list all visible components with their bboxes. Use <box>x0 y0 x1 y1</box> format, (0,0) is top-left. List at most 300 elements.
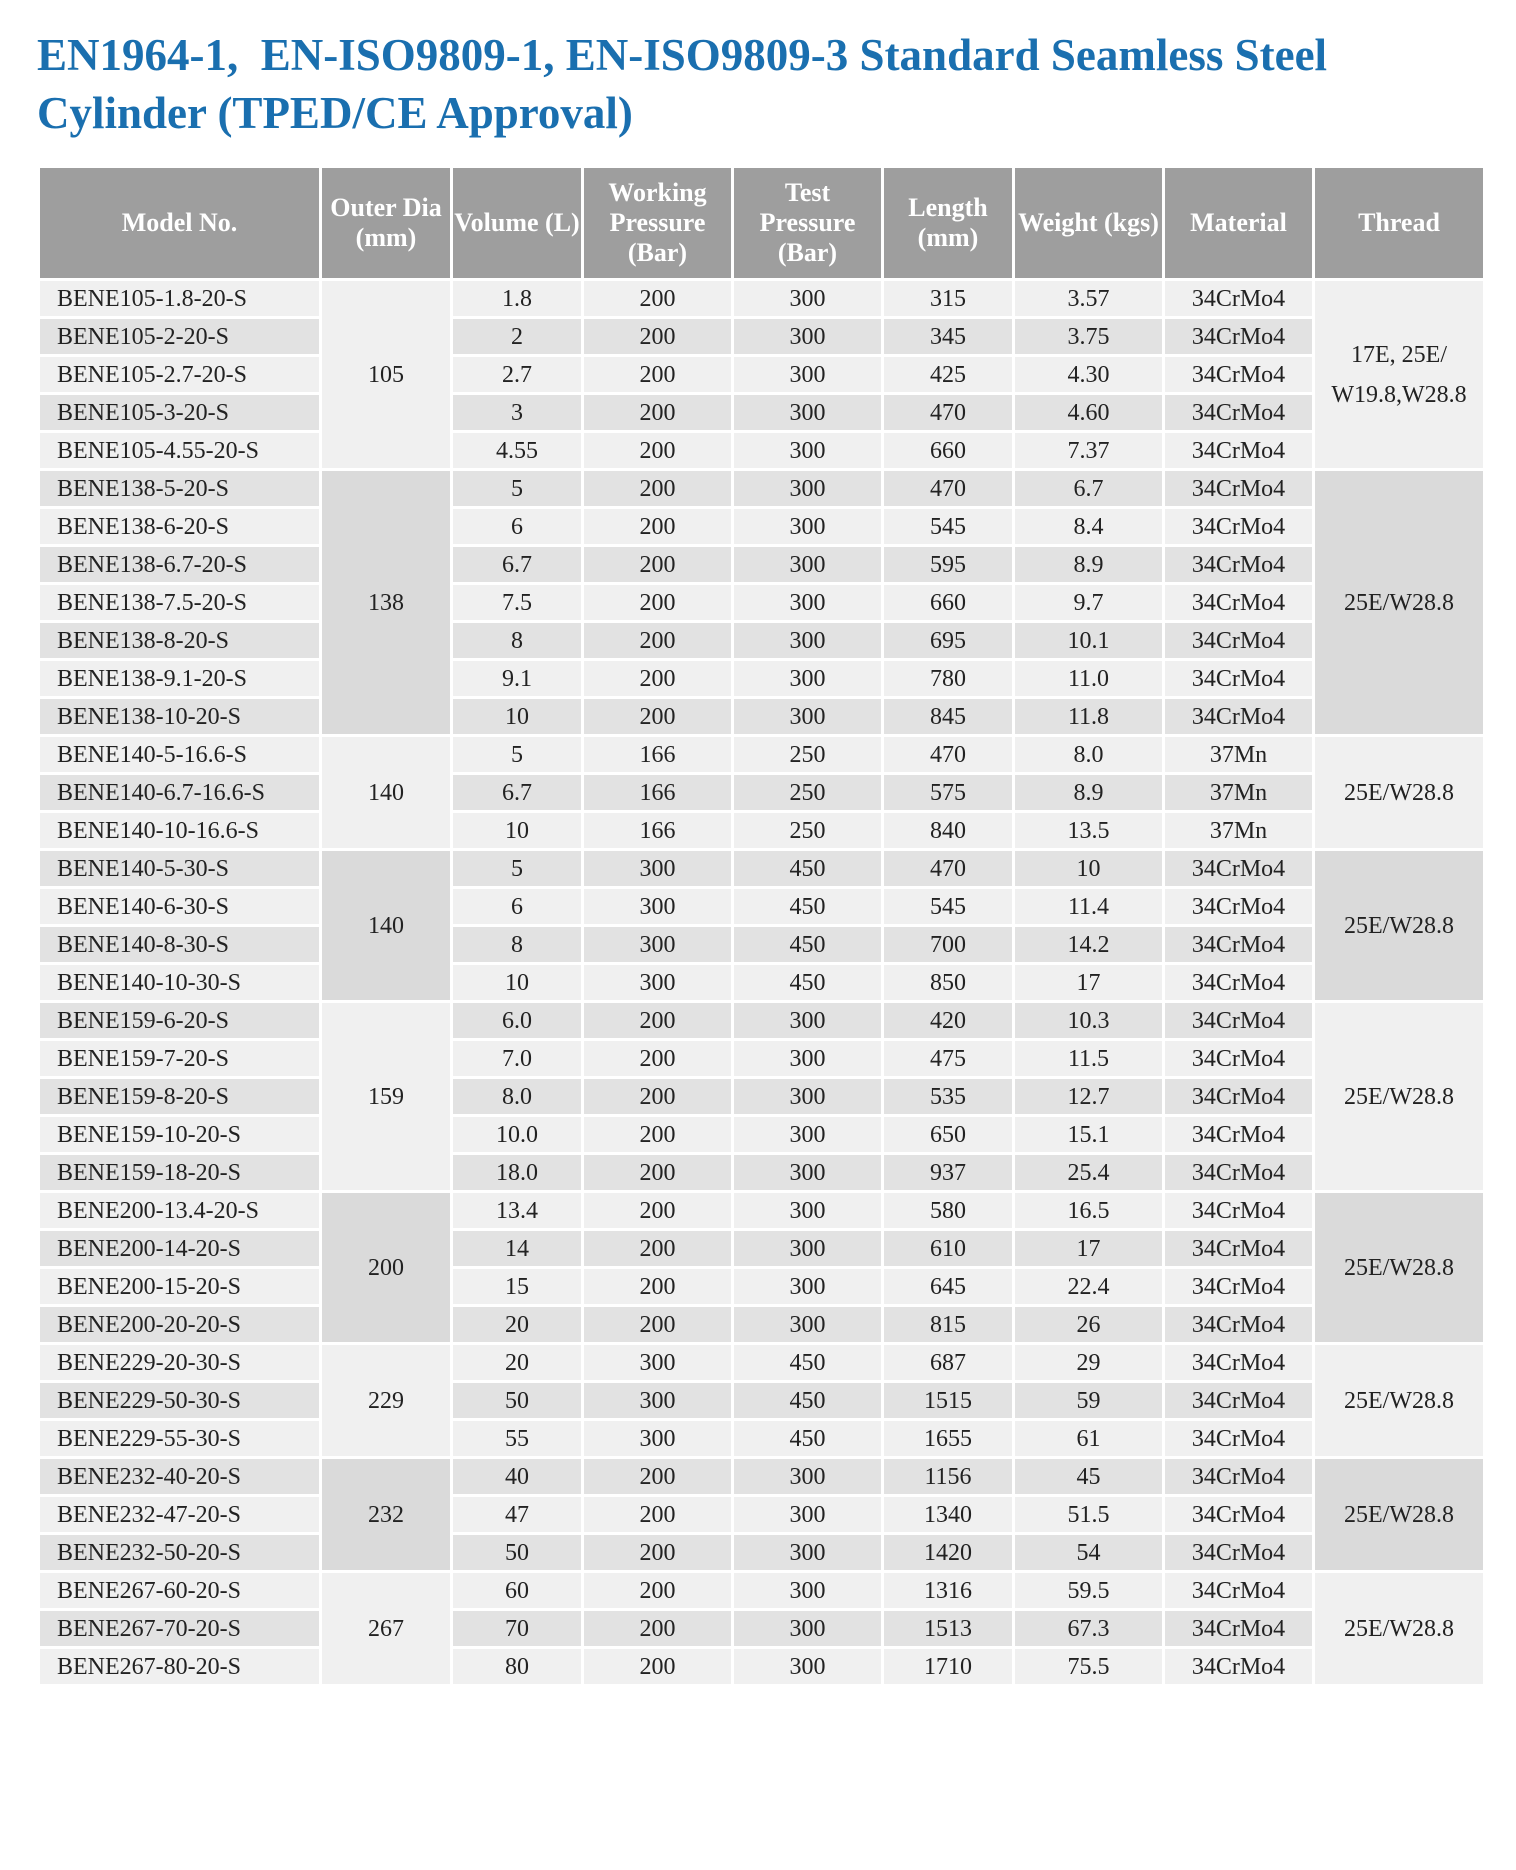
working-pressure-cell: 200 <box>583 470 733 508</box>
material-cell: 34CrMo4 <box>1164 698 1314 736</box>
test-pressure-cell: 300 <box>733 1268 883 1306</box>
table-row <box>39 1344 1485 1382</box>
table-row <box>39 1078 1485 1116</box>
working-pressure-cell: 200 <box>583 622 733 660</box>
volume-cell: 20 <box>452 1344 583 1382</box>
material-cell: 34CrMo4 <box>1164 356 1314 394</box>
test-pressure-cell: 300 <box>733 1230 883 1268</box>
length-cell: 610 <box>883 1230 1014 1268</box>
table-header-row <box>39 167 1485 280</box>
table-row <box>39 964 1485 1002</box>
outer-dia-cell: 140 <box>321 850 452 1002</box>
volume-cell: 5 <box>452 850 583 888</box>
table-row <box>39 1002 1485 1040</box>
thread-cell <box>1314 1192 1485 1344</box>
table-row <box>39 432 1485 470</box>
working-pressure-cell: 200 <box>583 394 733 432</box>
length-cell: 660 <box>883 432 1014 470</box>
weight-cell: 10.3 <box>1014 1002 1164 1040</box>
weight-cell: 59.5 <box>1014 1572 1164 1610</box>
model-cell: BENE138-9.1-20-S <box>39 660 321 698</box>
test-pressure-cell: 450 <box>733 926 883 964</box>
length-cell: 660 <box>883 584 1014 622</box>
model-cell: BENE138-6.7-20-S <box>39 546 321 584</box>
volume-cell: 47 <box>452 1496 583 1534</box>
weight-cell: 8.0 <box>1014 736 1164 774</box>
model-cell: BENE267-70-20-S <box>39 1610 321 1648</box>
outer-dia-cell: 229 <box>321 1344 452 1458</box>
weight-cell: 10 <box>1014 850 1164 888</box>
weight-cell: 54 <box>1014 1534 1164 1572</box>
weight-cell: 17 <box>1014 1230 1164 1268</box>
volume-cell: 6 <box>452 888 583 926</box>
length-cell: 845 <box>883 698 1014 736</box>
model-cell: BENE232-50-20-S <box>39 1534 321 1572</box>
working-pressure-cell: 300 <box>583 888 733 926</box>
column-header-material: Material <box>1164 167 1314 280</box>
column-header-thread: Thread <box>1314 167 1485 280</box>
model-cell: BENE105-3-20-S <box>39 394 321 432</box>
column-header-test-pressure: Test Pressure (Bar) <box>733 167 883 280</box>
outer-dia-cell: 138 <box>321 470 452 736</box>
model-cell: BENE140-6.7-16.6-S <box>39 774 321 812</box>
column-header-model: Model No. <box>39 167 321 280</box>
volume-cell: 60 <box>452 1572 583 1610</box>
material-cell: 34CrMo4 <box>1164 1648 1314 1686</box>
cylinder-spec-table <box>37 165 1486 1687</box>
thread-value: 25E/W28.8 <box>1344 589 1454 616</box>
title-line-2: Cylinder (TPED/CE Approval) <box>37 88 633 138</box>
table-row <box>39 850 1485 888</box>
weight-cell: 9.7 <box>1014 584 1164 622</box>
model-cell: BENE159-6-20-S <box>39 1002 321 1040</box>
test-pressure-cell: 300 <box>733 280 883 318</box>
test-pressure-cell: 300 <box>733 432 883 470</box>
table-row <box>39 1192 1485 1230</box>
volume-cell: 2.7 <box>452 356 583 394</box>
model-cell: BENE138-6-20-S <box>39 508 321 546</box>
working-pressure-cell: 200 <box>583 1496 733 1534</box>
length-cell: 780 <box>883 660 1014 698</box>
material-cell: 34CrMo4 <box>1164 622 1314 660</box>
thread-value: 25E/W28.8 <box>1344 912 1454 939</box>
material-cell: 34CrMo4 <box>1164 1040 1314 1078</box>
working-pressure-cell: 200 <box>583 1306 733 1344</box>
material-cell: 34CrMo4 <box>1164 508 1314 546</box>
model-cell: BENE140-10-30-S <box>39 964 321 1002</box>
model-cell: BENE159-8-20-S <box>39 1078 321 1116</box>
volume-cell: 5 <box>452 736 583 774</box>
weight-cell: 51.5 <box>1014 1496 1164 1534</box>
volume-cell: 8 <box>452 622 583 660</box>
working-pressure-cell: 200 <box>583 660 733 698</box>
test-pressure-cell: 300 <box>733 1534 883 1572</box>
volume-cell: 7.5 <box>452 584 583 622</box>
material-cell: 34CrMo4 <box>1164 546 1314 584</box>
outer-dia-cell: 232 <box>321 1458 452 1572</box>
thread-value: 25E/W28.8 <box>1344 1615 1454 1642</box>
length-cell: 695 <box>883 622 1014 660</box>
weight-cell: 14.2 <box>1014 926 1164 964</box>
material-cell: 34CrMo4 <box>1164 1116 1314 1154</box>
volume-cell: 9.1 <box>452 660 583 698</box>
test-pressure-cell: 300 <box>733 698 883 736</box>
material-cell: 34CrMo4 <box>1164 1078 1314 1116</box>
thread-cell <box>1314 1458 1485 1572</box>
length-cell: 420 <box>883 1002 1014 1040</box>
material-cell: 34CrMo4 <box>1164 850 1314 888</box>
working-pressure-cell: 166 <box>583 774 733 812</box>
model-cell: BENE105-4.55-20-S <box>39 432 321 470</box>
material-cell: 37Mn <box>1164 736 1314 774</box>
weight-cell: 8.9 <box>1014 546 1164 584</box>
material-cell: 34CrMo4 <box>1164 1230 1314 1268</box>
test-pressure-cell: 300 <box>733 1154 883 1192</box>
length-cell: 1340 <box>883 1496 1014 1534</box>
test-pressure-cell: 300 <box>733 622 883 660</box>
material-cell: 34CrMo4 <box>1164 1420 1314 1458</box>
model-cell: BENE200-14-20-S <box>39 1230 321 1268</box>
thread-cell <box>1314 1344 1485 1458</box>
outer-dia-cell: 105 <box>321 280 452 470</box>
length-cell: 1655 <box>883 1420 1014 1458</box>
volume-cell: 15 <box>452 1268 583 1306</box>
volume-cell: 1.8 <box>452 280 583 318</box>
table-row <box>39 774 1485 812</box>
length-cell: 700 <box>883 926 1014 964</box>
model-cell: BENE200-20-20-S <box>39 1306 321 1344</box>
volume-cell: 10 <box>452 812 583 850</box>
volume-cell: 10 <box>452 964 583 1002</box>
column-header-working-pressure: Working Pressure (Bar) <box>583 167 733 280</box>
material-cell: 34CrMo4 <box>1164 584 1314 622</box>
column-header-outer-dia: Outer Dia (mm) <box>321 167 452 280</box>
material-cell: 34CrMo4 <box>1164 318 1314 356</box>
material-cell: 34CrMo4 <box>1164 1306 1314 1344</box>
volume-cell: 14 <box>452 1230 583 1268</box>
table-row <box>39 1230 1485 1268</box>
table-row <box>39 1306 1485 1344</box>
model-cell: BENE140-6-30-S <box>39 888 321 926</box>
table-row <box>39 736 1485 774</box>
length-cell: 815 <box>883 1306 1014 1344</box>
volume-cell: 6.7 <box>452 774 583 812</box>
length-cell: 425 <box>883 356 1014 394</box>
working-pressure-cell: 200 <box>583 1458 733 1496</box>
test-pressure-cell: 450 <box>733 964 883 1002</box>
material-cell: 34CrMo4 <box>1164 964 1314 1002</box>
material-cell: 37Mn <box>1164 812 1314 850</box>
model-cell: BENE159-10-20-S <box>39 1116 321 1154</box>
length-cell: 840 <box>883 812 1014 850</box>
volume-cell: 80 <box>452 1648 583 1686</box>
length-cell: 850 <box>883 964 1014 1002</box>
material-cell: 34CrMo4 <box>1164 1496 1314 1534</box>
table-row <box>39 1572 1485 1610</box>
model-cell: BENE159-18-20-S <box>39 1154 321 1192</box>
test-pressure-cell: 300 <box>733 1458 883 1496</box>
working-pressure-cell: 166 <box>583 812 733 850</box>
model-cell: BENE138-5-20-S <box>39 470 321 508</box>
test-pressure-cell: 300 <box>733 1610 883 1648</box>
test-pressure-cell: 450 <box>733 1420 883 1458</box>
weight-cell: 3.75 <box>1014 318 1164 356</box>
test-pressure-cell: 300 <box>733 1306 883 1344</box>
test-pressure-cell: 300 <box>733 546 883 584</box>
length-cell: 645 <box>883 1268 1014 1306</box>
working-pressure-cell: 300 <box>583 850 733 888</box>
model-cell: BENE200-13.4-20-S <box>39 1192 321 1230</box>
working-pressure-cell: 200 <box>583 584 733 622</box>
weight-cell: 75.5 <box>1014 1648 1164 1686</box>
table-row <box>39 508 1485 546</box>
material-cell: 34CrMo4 <box>1164 1572 1314 1610</box>
test-pressure-cell: 300 <box>733 1496 883 1534</box>
material-cell: 34CrMo4 <box>1164 926 1314 964</box>
model-cell: BENE229-20-30-S <box>39 1344 321 1382</box>
test-pressure-cell: 300 <box>733 1002 883 1040</box>
length-cell: 937 <box>883 1154 1014 1192</box>
working-pressure-cell: 166 <box>583 736 733 774</box>
model-cell: BENE232-47-20-S <box>39 1496 321 1534</box>
length-cell: 1515 <box>883 1382 1014 1420</box>
weight-cell: 7.37 <box>1014 432 1164 470</box>
weight-cell: 3.57 <box>1014 280 1164 318</box>
working-pressure-cell: 200 <box>583 432 733 470</box>
weight-cell: 15.1 <box>1014 1116 1164 1154</box>
thread-value: 17E, 25E/ W19.8,W28.8 <box>1331 341 1467 408</box>
working-pressure-cell: 200 <box>583 1230 733 1268</box>
volume-cell: 6.0 <box>452 1002 583 1040</box>
thread-value: 25E/W28.8 <box>1344 1083 1454 1110</box>
table-row <box>39 1648 1485 1686</box>
model-cell: BENE105-2.7-20-S <box>39 356 321 394</box>
weight-cell: 22.4 <box>1014 1268 1164 1306</box>
working-pressure-cell: 200 <box>583 1268 733 1306</box>
working-pressure-cell: 300 <box>583 926 733 964</box>
working-pressure-cell: 200 <box>583 1154 733 1192</box>
table-row <box>39 1154 1485 1192</box>
material-cell: 34CrMo4 <box>1164 888 1314 926</box>
working-pressure-cell: 200 <box>583 698 733 736</box>
model-cell: BENE200-15-20-S <box>39 1268 321 1306</box>
weight-cell: 16.5 <box>1014 1192 1164 1230</box>
weight-cell: 4.60 <box>1014 394 1164 432</box>
model-cell: BENE267-80-20-S <box>39 1648 321 1686</box>
table-row <box>39 318 1485 356</box>
model-cell: BENE105-2-20-S <box>39 318 321 356</box>
test-pressure-cell: 250 <box>733 774 883 812</box>
working-pressure-cell: 200 <box>583 1116 733 1154</box>
title-line-1: EN1964-1, EN-ISO9809-1, EN-ISO9809-3 Standard Seamless Steel <box>37 30 1328 80</box>
volume-cell: 6.7 <box>452 546 583 584</box>
working-pressure-cell: 200 <box>583 356 733 394</box>
working-pressure-cell: 300 <box>583 1344 733 1382</box>
length-cell: 1710 <box>883 1648 1014 1686</box>
test-pressure-cell: 300 <box>733 1648 883 1686</box>
weight-cell: 29 <box>1014 1344 1164 1382</box>
weight-cell: 45 <box>1014 1458 1164 1496</box>
length-cell: 575 <box>883 774 1014 812</box>
thread-cell <box>1314 280 1485 470</box>
weight-cell: 6.7 <box>1014 470 1164 508</box>
weight-cell: 11.8 <box>1014 698 1164 736</box>
table-row <box>39 1116 1485 1154</box>
length-cell: 687 <box>883 1344 1014 1382</box>
material-cell: 34CrMo4 <box>1164 1458 1314 1496</box>
volume-cell: 8 <box>452 926 583 964</box>
material-cell: 34CrMo4 <box>1164 1154 1314 1192</box>
thread-value: 25E/W28.8 <box>1344 1254 1454 1281</box>
length-cell: 595 <box>883 546 1014 584</box>
material-cell: 34CrMo4 <box>1164 1382 1314 1420</box>
length-cell: 650 <box>883 1116 1014 1154</box>
weight-cell: 11.0 <box>1014 660 1164 698</box>
table-row <box>39 546 1485 584</box>
volume-cell: 50 <box>452 1382 583 1420</box>
volume-cell: 7.0 <box>452 1040 583 1078</box>
test-pressure-cell: 300 <box>733 394 883 432</box>
table-body <box>39 280 1485 1686</box>
length-cell: 1420 <box>883 1534 1014 1572</box>
outer-dia-cell: 140 <box>321 736 452 850</box>
thread-value: 25E/W28.8 <box>1344 1501 1454 1528</box>
volume-cell: 55 <box>452 1420 583 1458</box>
volume-cell: 8.0 <box>452 1078 583 1116</box>
working-pressure-cell: 200 <box>583 508 733 546</box>
working-pressure-cell: 200 <box>583 1534 733 1572</box>
outer-dia-cell: 159 <box>321 1002 452 1192</box>
model-cell: BENE138-7.5-20-S <box>39 584 321 622</box>
model-cell: BENE140-10-16.6-S <box>39 812 321 850</box>
volume-cell: 6 <box>452 508 583 546</box>
model-cell: BENE138-10-20-S <box>39 698 321 736</box>
table-row <box>39 1382 1485 1420</box>
working-pressure-cell: 200 <box>583 1648 733 1686</box>
table-row <box>39 1420 1485 1458</box>
length-cell: 1316 <box>883 1572 1014 1610</box>
weight-cell: 13.5 <box>1014 812 1164 850</box>
material-cell: 34CrMo4 <box>1164 432 1314 470</box>
length-cell: 345 <box>883 318 1014 356</box>
thread-cell <box>1314 736 1485 850</box>
thread-cell <box>1314 1002 1485 1192</box>
test-pressure-cell: 300 <box>733 1116 883 1154</box>
length-cell: 535 <box>883 1078 1014 1116</box>
model-cell: BENE232-40-20-S <box>39 1458 321 1496</box>
table-row <box>39 1534 1485 1572</box>
test-pressure-cell: 250 <box>733 812 883 850</box>
material-cell: 34CrMo4 <box>1164 1610 1314 1648</box>
model-cell: BENE105-1.8-20-S <box>39 280 321 318</box>
weight-cell: 11.5 <box>1014 1040 1164 1078</box>
volume-cell: 70 <box>452 1610 583 1648</box>
length-cell: 580 <box>883 1192 1014 1230</box>
volume-cell: 10 <box>452 698 583 736</box>
table-row <box>39 470 1485 508</box>
table-row <box>39 812 1485 850</box>
test-pressure-cell: 300 <box>733 318 883 356</box>
table-row <box>39 888 1485 926</box>
material-cell: 34CrMo4 <box>1164 1534 1314 1572</box>
outer-dia-cell: 200 <box>321 1192 452 1344</box>
test-pressure-cell: 300 <box>733 1040 883 1078</box>
table-row <box>39 1496 1485 1534</box>
table-row <box>39 584 1485 622</box>
weight-cell: 4.30 <box>1014 356 1164 394</box>
weight-cell: 12.7 <box>1014 1078 1164 1116</box>
length-cell: 545 <box>883 888 1014 926</box>
volume-cell: 10.0 <box>452 1116 583 1154</box>
working-pressure-cell: 200 <box>583 280 733 318</box>
weight-cell: 59 <box>1014 1382 1164 1420</box>
test-pressure-cell: 300 <box>733 660 883 698</box>
test-pressure-cell: 300 <box>733 508 883 546</box>
weight-cell: 25.4 <box>1014 1154 1164 1192</box>
weight-cell: 17 <box>1014 964 1164 1002</box>
weight-cell: 11.4 <box>1014 888 1164 926</box>
volume-cell: 50 <box>452 1534 583 1572</box>
volume-cell: 4.55 <box>452 432 583 470</box>
test-pressure-cell: 450 <box>733 1382 883 1420</box>
model-cell: BENE138-8-20-S <box>39 622 321 660</box>
length-cell: 470 <box>883 470 1014 508</box>
test-pressure-cell: 250 <box>733 736 883 774</box>
length-cell: 475 <box>883 1040 1014 1078</box>
model-cell: BENE267-60-20-S <box>39 1572 321 1610</box>
weight-cell: 61 <box>1014 1420 1164 1458</box>
length-cell: 1156 <box>883 1458 1014 1496</box>
page-title <box>37 26 1497 142</box>
length-cell: 1513 <box>883 1610 1014 1648</box>
working-pressure-cell: 300 <box>583 1420 733 1458</box>
material-cell: 34CrMo4 <box>1164 1344 1314 1382</box>
model-cell: BENE229-55-30-S <box>39 1420 321 1458</box>
working-pressure-cell: 200 <box>583 318 733 356</box>
working-pressure-cell: 200 <box>583 1078 733 1116</box>
material-cell: 34CrMo4 <box>1164 470 1314 508</box>
weight-cell: 8.9 <box>1014 774 1164 812</box>
table-row <box>39 698 1485 736</box>
test-pressure-cell: 300 <box>733 1078 883 1116</box>
table-row <box>39 356 1485 394</box>
material-cell: 34CrMo4 <box>1164 660 1314 698</box>
working-pressure-cell: 300 <box>583 1382 733 1420</box>
working-pressure-cell: 200 <box>583 1610 733 1648</box>
volume-cell: 18.0 <box>452 1154 583 1192</box>
length-cell: 545 <box>883 508 1014 546</box>
volume-cell: 20 <box>452 1306 583 1344</box>
column-header-weight: Weight (kgs) <box>1014 167 1164 280</box>
working-pressure-cell: 200 <box>583 1040 733 1078</box>
table-row <box>39 394 1485 432</box>
table-row <box>39 660 1485 698</box>
thread-cell <box>1314 470 1485 736</box>
volume-cell: 40 <box>452 1458 583 1496</box>
table-row <box>39 1268 1485 1306</box>
table-row <box>39 1610 1485 1648</box>
table-row <box>39 1040 1485 1078</box>
model-cell: BENE140-5-16.6-S <box>39 736 321 774</box>
length-cell: 470 <box>883 850 1014 888</box>
test-pressure-cell: 300 <box>733 1192 883 1230</box>
material-cell: 37Mn <box>1164 774 1314 812</box>
working-pressure-cell: 200 <box>583 1002 733 1040</box>
material-cell: 34CrMo4 <box>1164 1268 1314 1306</box>
working-pressure-cell: 200 <box>583 1192 733 1230</box>
test-pressure-cell: 450 <box>733 1344 883 1382</box>
test-pressure-cell: 450 <box>733 888 883 926</box>
